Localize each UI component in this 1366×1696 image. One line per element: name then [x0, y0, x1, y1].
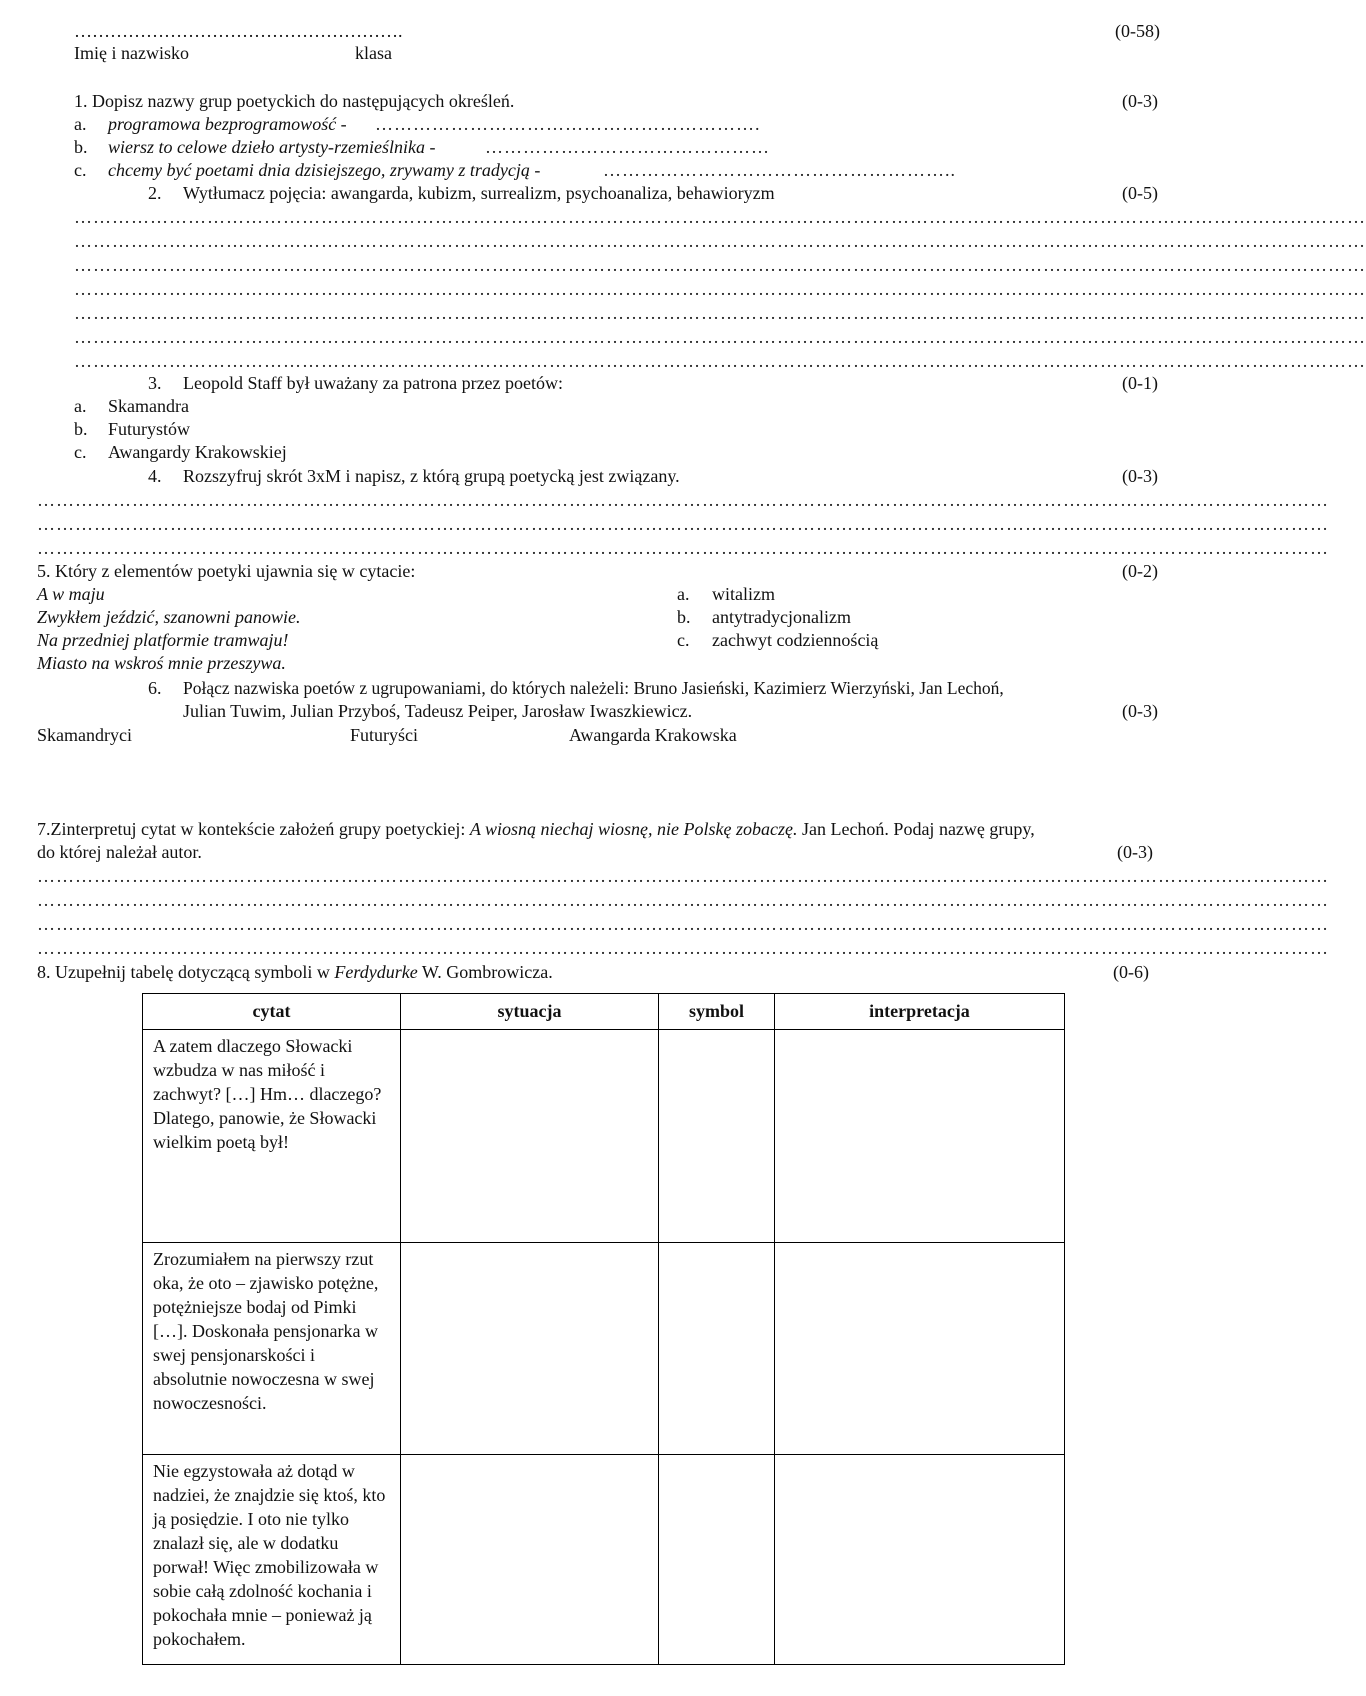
- q5-option-b[interactable]: [677, 606, 851, 628]
- q5-title: 5. Który z elementów poetyki ujawnia się w cytacie:: [37, 561, 416, 581]
- q7-points: (0-3): [1117, 842, 1153, 862]
- q6-group-skamandryci: Skamandryci: [37, 725, 132, 745]
- q2-answer-line[interactable]: ……………………………………………………………………………………………………………………………………………………………………………………: [74, 327, 1366, 347]
- q1-item-a-text: programowa bezprogramowość -: [108, 114, 347, 134]
- q5-quote-line: Zwykłem jeździć, szanowni panowie.: [37, 607, 301, 627]
- q1-item-a-answer[interactable]: …………………………………………………….: [375, 114, 761, 134]
- table-row: [143, 1030, 1065, 1243]
- interpretation-cell[interactable]: [775, 1243, 1065, 1455]
- q8-work: Ferdydurke: [334, 962, 418, 982]
- q5-option-b-text: antytradycjonalizm: [712, 607, 851, 627]
- total-points: (0-58): [1115, 21, 1160, 41]
- q8-suffix: W. Gombrowicza.: [421, 962, 553, 982]
- q3-title: Leopold Staff był uważany za patrona przez poetów:: [183, 373, 564, 393]
- symbols-table: [142, 993, 1065, 1665]
- q6-number: 6.: [148, 678, 162, 698]
- q3-points: (0-1): [1122, 373, 1158, 393]
- q1-points: (0-3): [1122, 91, 1158, 111]
- q5-points: (0-2): [1122, 561, 1158, 581]
- q3-option-c-text: Awangardy Krakowskiej: [108, 442, 287, 462]
- q7-answer-line[interactable]: ……………………………………………………………………………………………………………………………………………………………………………………: [37, 866, 1329, 886]
- q5-option-c-letter: c.: [677, 630, 690, 650]
- q5-quote-line: Miasto na wskroś mnie przeszywa.: [37, 653, 286, 673]
- q5-option-a-text: witalizm: [712, 584, 775, 604]
- situation-cell[interactable]: [401, 1030, 659, 1243]
- q7-answer-line[interactable]: ……………………………………………………………………………………………………………………………………………………………………………………: [37, 938, 1329, 958]
- symbol-cell[interactable]: [659, 1030, 775, 1243]
- q4-answer-line[interactable]: ……………………………………………………………………………………………………………………………………………………………………………………: [37, 538, 1329, 558]
- q1-title: 1. Dopisz nazwy grup poetyckich do następujących określeń.: [74, 91, 515, 111]
- q4-title: Rozszyfruj skrót 3xM i napisz, z którą grupą poetycką jest związany.: [183, 466, 680, 486]
- q3-option-a[interactable]: [74, 395, 189, 417]
- q3-option-a-letter: a.: [74, 396, 87, 416]
- name-dots[interactable]: ……………………………………………….: [74, 21, 403, 41]
- quote-cell: Nie egzystowała aż dotąd w nadziei, że znajdzie się ktoś, kto ją posiędzie. I oto nie tylko znalazł się, ale w dodatku porwał! Więc zmobilizowała w sobie całą zdolność kochania i pokochała mnie – ponieważ ją pokochałem.: [143, 1455, 401, 1665]
- q7-answer-line[interactable]: ……………………………………………………………………………………………………………………………………………………………………………………: [37, 890, 1329, 910]
- q1-item-c: [74, 159, 541, 181]
- q5-option-c-text: zachwyt codziennością: [712, 630, 879, 650]
- q3-option-c[interactable]: [74, 441, 287, 463]
- q1-item-b-letter: b.: [74, 137, 88, 157]
- q7-line1: [37, 818, 1035, 840]
- q6-line1: Połącz nazwiska poetów z ugrupowaniami, do których należeli: Bruno Jasieński, Kazimierz Wierzyński, Jan Lechoń,: [183, 678, 1004, 698]
- q3-option-b-letter: b.: [74, 419, 88, 439]
- table-header-row: [143, 994, 1065, 1030]
- column-header-cytat: cytat: [143, 994, 401, 1030]
- q1-item-c-text: chcemy być poetami dnia dzisiejszego, zrywamy z tradycją -: [108, 160, 541, 180]
- q2-answer-line[interactable]: ……………………………………………………………………………………………………………………………………………………………………………………: [74, 231, 1366, 251]
- q4-number: 4.: [148, 466, 162, 486]
- q5-option-a-letter: a.: [677, 584, 690, 604]
- q4-answer-line[interactable]: ……………………………………………………………………………………………………………………………………………………………………………………: [37, 490, 1329, 510]
- q7-suffix: Jan Lechoń. Podaj nazwę grupy,: [801, 819, 1035, 839]
- class-label: klasa: [355, 43, 392, 63]
- situation-cell[interactable]: [401, 1455, 659, 1665]
- situation-cell[interactable]: [401, 1243, 659, 1455]
- q7-line2: do której należał autor.: [37, 842, 202, 862]
- symbol-cell[interactable]: [659, 1455, 775, 1665]
- q5-option-b-letter: b.: [677, 607, 691, 627]
- q6-group-futurysci: Futuryści: [350, 725, 419, 745]
- q2-answer-line[interactable]: ……………………………………………………………………………………………………………………………………………………………………………………: [74, 255, 1366, 275]
- q2-number: 2.: [148, 183, 162, 203]
- q3-option-b[interactable]: [74, 418, 191, 440]
- q8-points: (0-6): [1113, 962, 1149, 982]
- q7-prefix: 7.Zinterpretuj cytat w kontekście założeń grupy poetyckiej:: [37, 819, 466, 839]
- column-header-sytuacja: sytuacja: [401, 994, 659, 1030]
- table-row: [143, 1455, 1065, 1665]
- quote-cell: Zrozumiałem na pierwszy rzut oka, że oto – zjawisko potężne, potężniejsze bodaj od Pimki […]. Doskonała pensjonarka w swej pensjonarskości i absolutnie nowoczesna w swej nowoczesności.: [143, 1243, 401, 1455]
- quote-cell: A zatem dlaczego Słowacki wzbudza w nas miłość i zachwyt? […] Hm… dlaczego? Dlatego, panowie, że Słowacki wielkim poetą był!: [143, 1030, 401, 1243]
- q2-answer-line[interactable]: ……………………………………………………………………………………………………………………………………………………………………………………: [74, 303, 1366, 323]
- q1-item-b-answer[interactable]: ………………………………………: [485, 137, 770, 157]
- q2-answer-line[interactable]: ……………………………………………………………………………………………………………………………………………………………………………………: [74, 351, 1366, 371]
- q1-item-c-letter: c.: [74, 160, 87, 180]
- symbol-cell[interactable]: [659, 1243, 775, 1455]
- interpretation-cell[interactable]: [775, 1455, 1065, 1665]
- q7-quote: A wiosną niechaj wiosnę, nie Polskę zobaczę.: [469, 819, 798, 839]
- q2-answer-line[interactable]: ……………………………………………………………………………………………………………………………………………………………………………………: [74, 279, 1366, 299]
- q1-item-c-answer[interactable]: ………………………………………………..: [603, 160, 956, 180]
- q3-option-b-text: Futurystów: [108, 419, 191, 439]
- interpretation-cell[interactable]: [775, 1030, 1065, 1243]
- q5-quote-line: Na przedniej platformie tramwaju!: [37, 630, 289, 650]
- q1-item-b-text: wiersz to celowe dzieło artysty-rzemieślnika -: [108, 137, 436, 157]
- q2-points: (0-5): [1122, 183, 1158, 203]
- q6-line2: Julian Tuwim, Julian Przyboś, Tadeusz Peiper, Jarosław Iwaszkiewicz.: [183, 701, 693, 721]
- table-row: [143, 1243, 1065, 1455]
- q6-group-awangarda: Awangarda Krakowska: [569, 725, 737, 745]
- q7-answer-line[interactable]: ……………………………………………………………………………………………………………………………………………………………………………………: [37, 914, 1329, 934]
- q3-option-a-text: Skamandra: [108, 396, 189, 416]
- q2-title: Wytłumacz pojęcia: awangarda, kubizm, surrealizm, psychoanaliza, behawioryzm: [183, 183, 775, 203]
- q1-item-b: [74, 136, 436, 158]
- q4-points: (0-3): [1122, 466, 1158, 486]
- q6-points: (0-3): [1122, 701, 1158, 721]
- q2-answer-line[interactable]: ……………………………………………………………………………………………………………………………………………………………………………………: [74, 207, 1366, 227]
- q8-prefix: 8. Uzupełnij tabelę dotyczącą symboli w: [37, 962, 330, 982]
- q3-number: 3.: [148, 373, 162, 393]
- column-header-interpretacja: interpretacja: [775, 994, 1065, 1030]
- q5-option-a[interactable]: [677, 583, 775, 605]
- column-header-symbol: symbol: [659, 994, 775, 1030]
- name-label: Imię i nazwisko: [74, 43, 189, 63]
- q5-option-c[interactable]: [677, 629, 879, 651]
- q1-item-a-letter: a.: [74, 114, 87, 134]
- q4-answer-line[interactable]: ……………………………………………………………………………………………………………………………………………………………………………………: [37, 514, 1329, 534]
- q1-item-a: [74, 113, 347, 135]
- q5-quote-line: A w maju: [37, 584, 105, 604]
- q8-title: [37, 961, 553, 983]
- q3-option-c-letter: c.: [74, 442, 87, 462]
